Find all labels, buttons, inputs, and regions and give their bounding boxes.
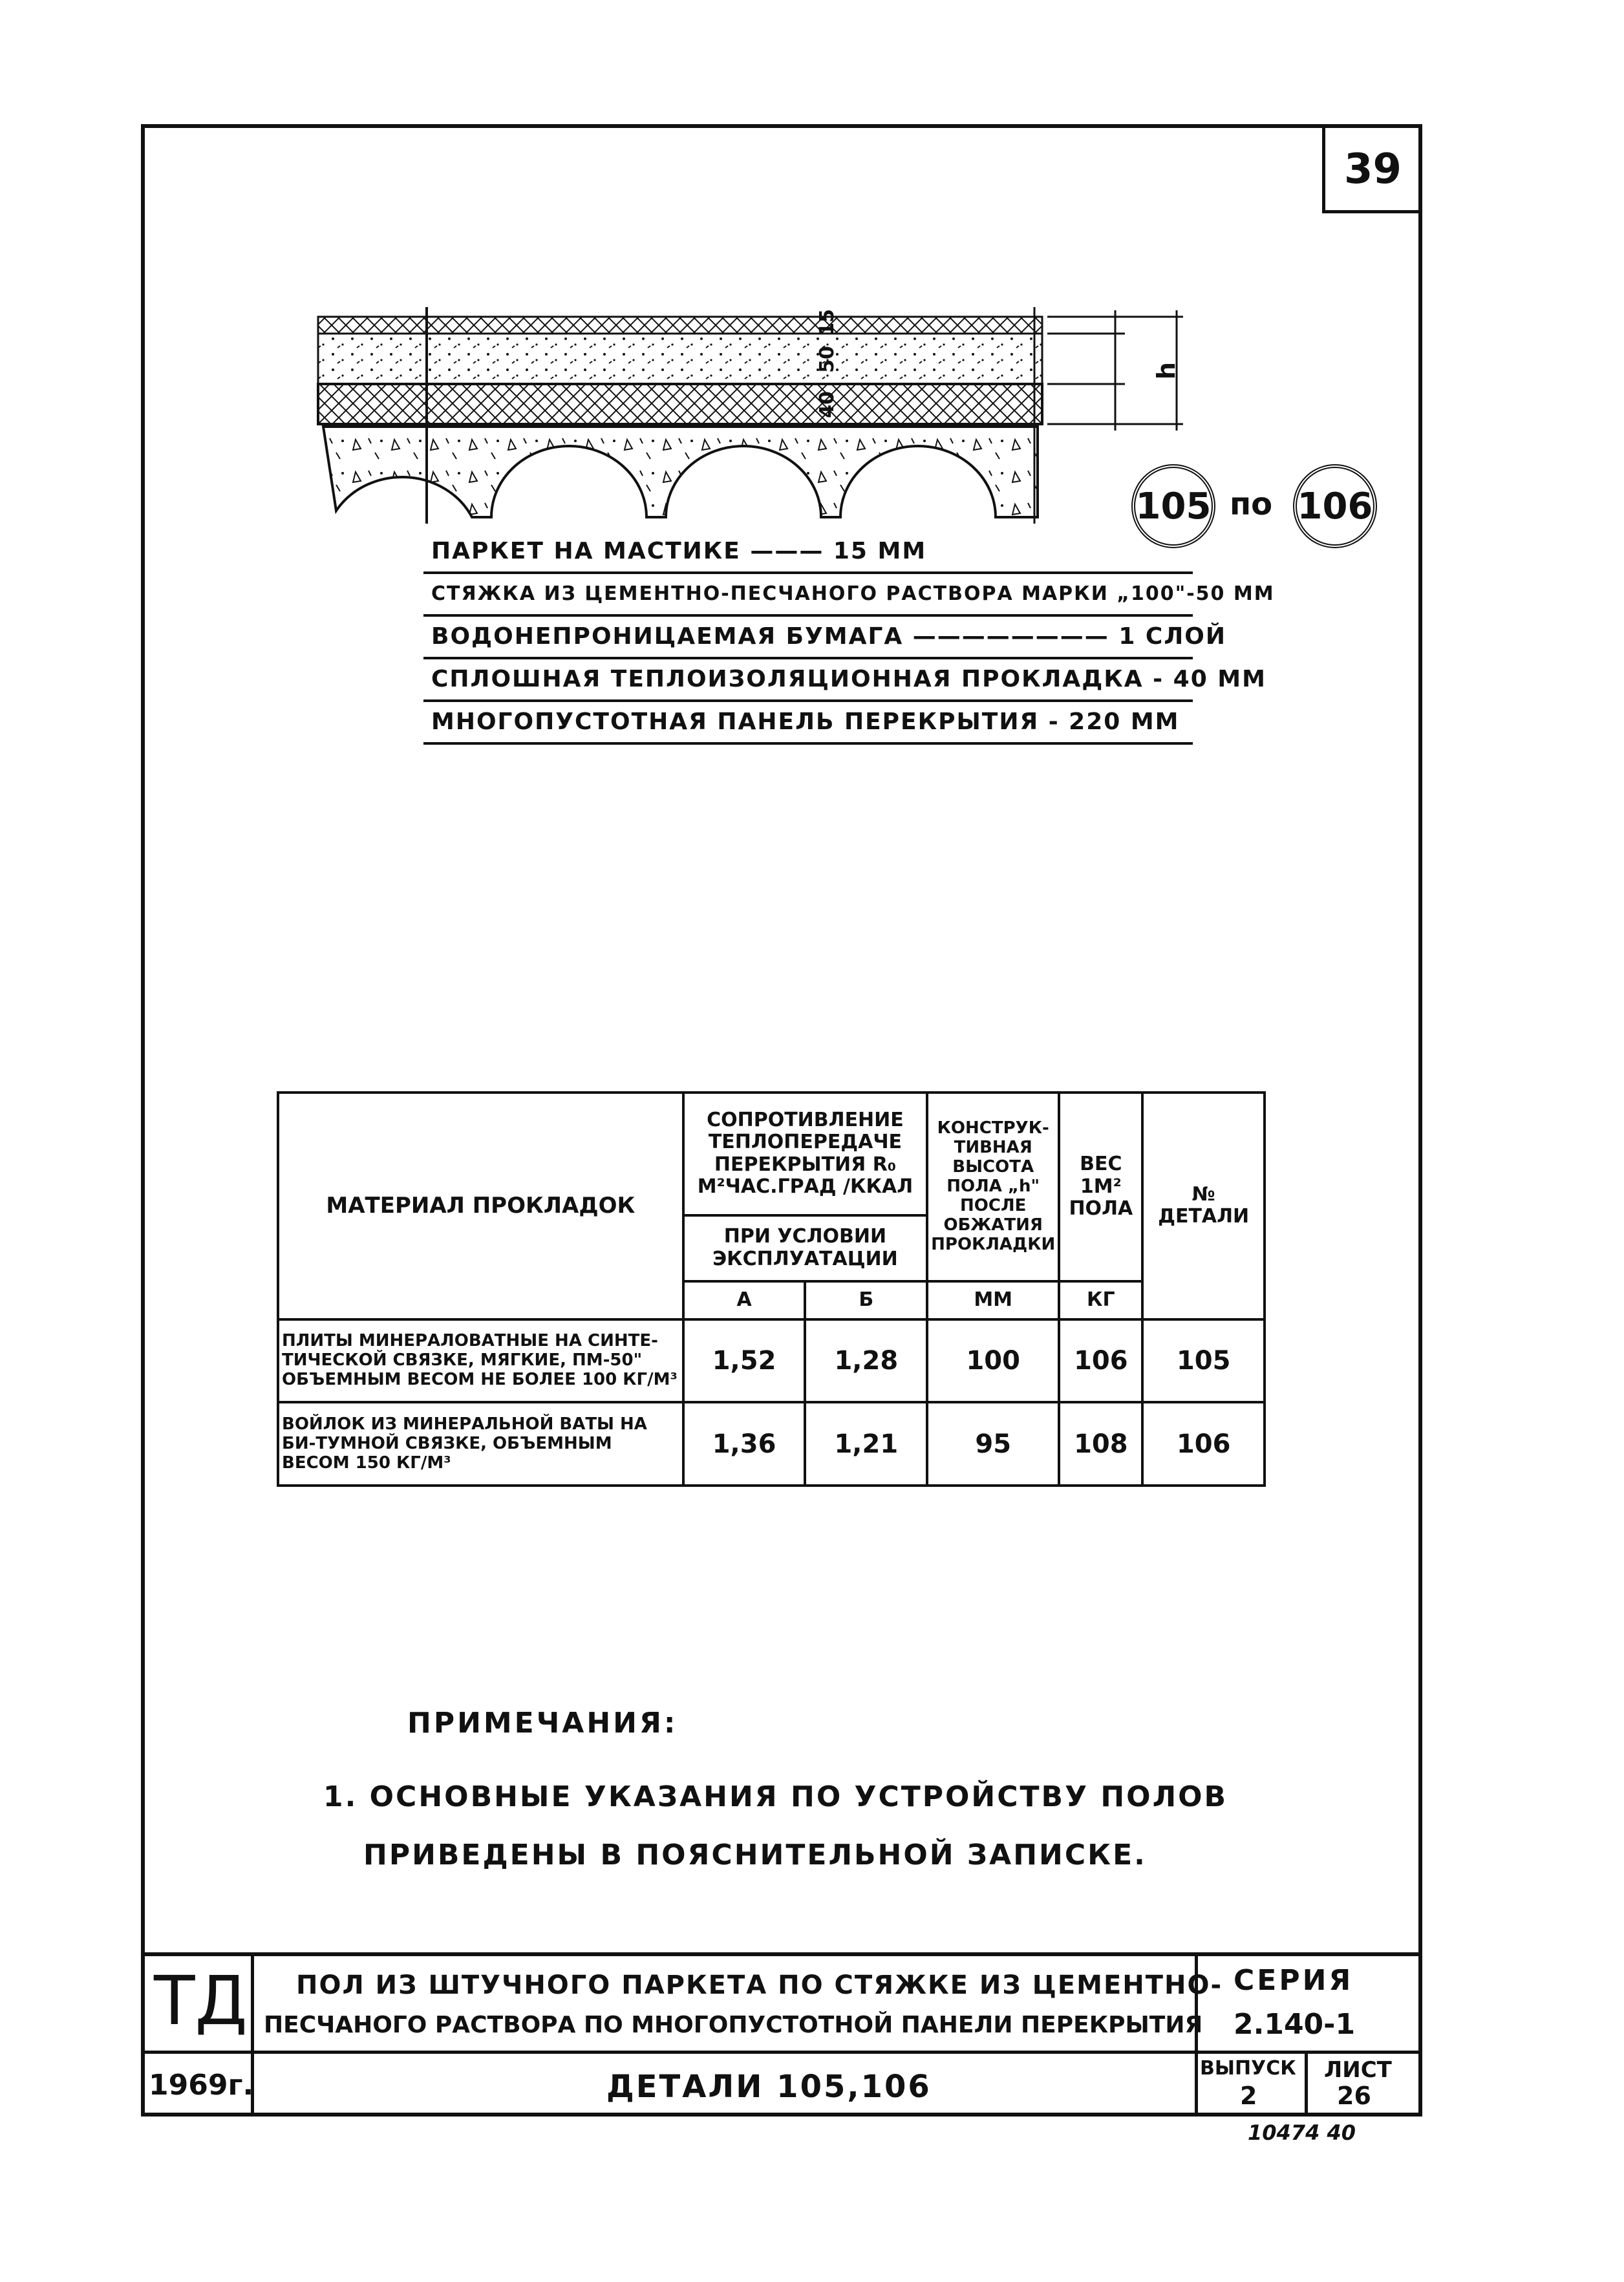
title-block xyxy=(141,1952,1422,2117)
year: 1969г. xyxy=(149,2069,254,2102)
unit-kg: КГ xyxy=(1059,1281,1142,1319)
dim-40: 40 xyxy=(816,391,839,418)
sheet-value: 26 xyxy=(1337,2082,1371,2110)
series-label: СЕРИЯ xyxy=(1234,1964,1354,1997)
material-cell: ВОЙЛОК ИЗ МИНЕРАЛЬНОЙ ВАТЫ НА БИ-ТУМНОЙ СВЯЗКЕ, ОБЪЕМНЫМ ВЕСОМ 150 КГ/М³ xyxy=(278,1402,683,1486)
notes-text xyxy=(323,1768,1228,1884)
notes-title: ПРИМЕЧАНИЯ: xyxy=(407,1707,678,1740)
material-table xyxy=(277,1091,1266,1487)
note-line-2: ПРИВЕДЕНЫ В ПОЯСНИТЕЛЬНОЙ ЗАПИСКЕ. xyxy=(363,1839,1147,1871)
title-line-2: ПЕСЧАНОГО РАСТВОРА ПО МНОГОПУСТОТНОЙ ПАНЕЛИ ПЕРЕКРЫТИЯ xyxy=(264,2012,1203,2038)
unit-mm: ММ xyxy=(927,1281,1059,1319)
layer-insulation: СПЛОШНАЯ ТЕПЛОИЗОЛЯЦИОННАЯ ПРОКЛАДКА - 40 ММ xyxy=(423,659,1193,702)
value-height: 100 xyxy=(927,1319,1059,1403)
layer-parquet: ПАРКЕТ НА МАСТИКЕ ——— 15 ММ xyxy=(423,531,1193,574)
dim-15: 15 xyxy=(816,309,839,336)
hollow-core-panel xyxy=(323,427,1038,517)
header-height: КОНСТРУК-ТИВНАЯ ВЫСОТА ПОЛА „h" ПОСЛЕ ОБЖАТИЯ ПРОКЛАДКИ xyxy=(927,1093,1059,1281)
floor-section-drawing xyxy=(310,304,1190,524)
page-number: 39 xyxy=(1322,128,1420,213)
note-line-1: 1. ОСНОВНЫЕ УКАЗАНИЯ ПО УСТРОЙСТВУ ПОЛОВ xyxy=(323,1780,1228,1813)
table-row xyxy=(278,1402,1265,1486)
header-conditions: ПРИ УСЛОВИИ ЭКСПЛУАТАЦИИ xyxy=(683,1215,927,1281)
detail-105-marker: 105 xyxy=(1131,464,1215,548)
value-weight: 106 xyxy=(1059,1319,1142,1403)
details-caption: ДЕТАЛИ 105,106 xyxy=(606,2069,932,2105)
sheet-label: ЛИСТ xyxy=(1324,2057,1392,2083)
layer-screed: СТЯЖКА ИЗ ЦЕМЕНТНО-ПЕСЧАНОГО РАСТВОРА МАРКИ „100"-50 ММ xyxy=(423,574,1193,617)
title-line-1: ПОЛ ИЗ ШТУЧНОГО ПАРКЕТА ПО СТЯЖКЕ ИЗ ЦЕМЕНТНО- xyxy=(296,1970,1223,2000)
material-cell: ПЛИТЫ МИНЕРАЛОВАТНЫЕ НА СИНТЕ-ТИЧЕСКОЙ СВЯЗКЕ, МЯГКИЕ, ПМ-50" ОБЪЕМНЫМ ВЕСОМ НЕ БОЛЕЕ 100 КГ/М³ xyxy=(278,1319,683,1403)
header-b: Б xyxy=(805,1281,927,1319)
table-row xyxy=(278,1319,1265,1403)
series-value: 2.140-1 xyxy=(1234,2008,1356,2041)
header-weight: ВЕС 1М² ПОЛА xyxy=(1059,1093,1142,1281)
dim-h: h xyxy=(1152,362,1181,380)
dim-50: 50 xyxy=(816,346,839,373)
value-weight: 108 xyxy=(1059,1402,1142,1486)
layer-panel: МНОГОПУСТОТНАЯ ПАНЕЛЬ ПЕРЕКРЫТИЯ - 220 ММ xyxy=(423,702,1193,745)
value-b: 1,28 xyxy=(805,1319,927,1403)
layer-legend xyxy=(423,531,1275,745)
header-material: МАТЕРИАЛ ПРОКЛАДОК xyxy=(278,1093,683,1319)
detail-range-word: по xyxy=(1230,486,1273,522)
value-b: 1,21 xyxy=(805,1402,927,1486)
value-height: 95 xyxy=(927,1402,1059,1486)
detail-106-marker: 106 xyxy=(1293,464,1377,548)
value-a: 1,36 xyxy=(683,1402,806,1486)
issue-value: 2 xyxy=(1240,2082,1257,2110)
layer-paper: ВОДОНЕПРОНИЦАЕМАЯ БУМАГА ———————— 1 СЛОЙ xyxy=(423,617,1193,659)
issue-label: ВЫПУСК xyxy=(1200,2057,1296,2080)
archive-stamp: 10474 40 xyxy=(1248,2120,1356,2145)
value-detail: 106 xyxy=(1142,1402,1265,1486)
value-a: 1,52 xyxy=(683,1319,806,1403)
value-detail: 105 xyxy=(1142,1319,1265,1403)
logo: ТД xyxy=(154,1961,248,2040)
header-resistance: СОПРОТИВЛЕНИЕ ТЕПЛОПЕРЕДАЧЕ ПЕРЕКРЫТИЯ R₀ М²ЧАС.ГРАД /ККАЛ xyxy=(683,1093,927,1215)
header-a: А xyxy=(683,1281,806,1319)
header-detail: № ДЕТАЛИ xyxy=(1142,1093,1265,1319)
